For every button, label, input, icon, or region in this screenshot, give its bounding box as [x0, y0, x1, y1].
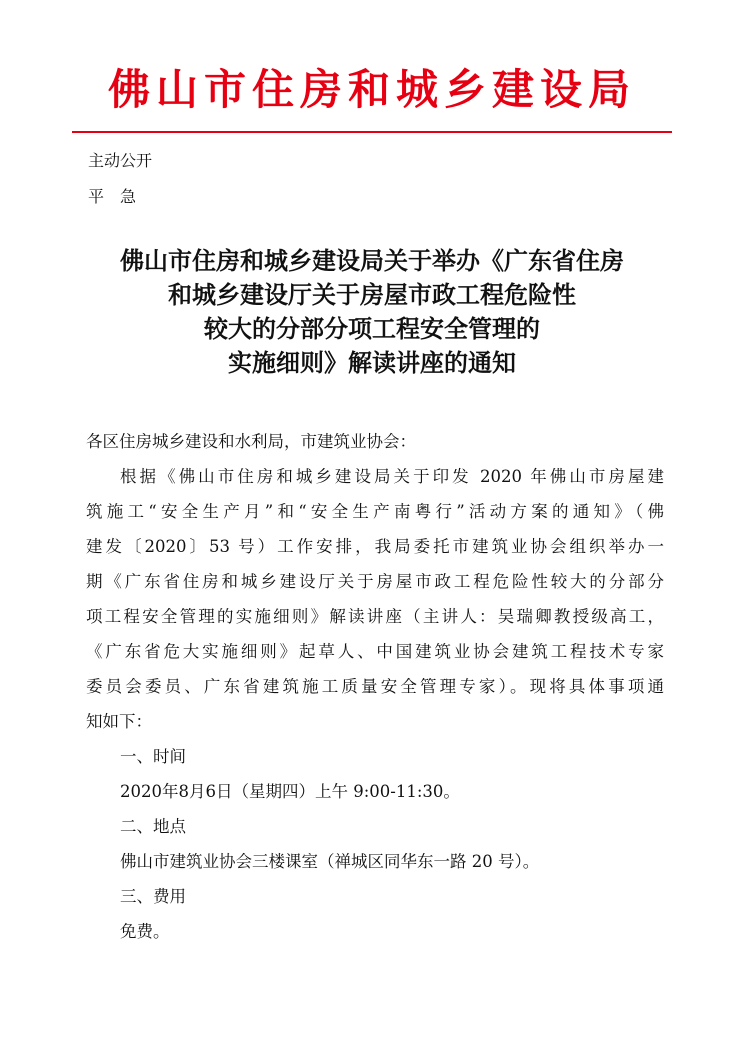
section-content-fee: 免费。 — [120, 922, 170, 941]
document-body — [86, 424, 664, 949]
document-title-line: 实施细则》解读讲座的通知 — [228, 348, 516, 377]
section-heading-time: 一、时间 — [120, 747, 186, 766]
letterhead-title: 佛山市住房和城乡建设局 — [107, 65, 636, 114]
paragraph-line: 根据《佛山市住房和城乡建设局关于印发 2020 年佛山市房屋建 — [120, 467, 664, 486]
document-title-line: 和城乡建设厅关于房屋市政工程危险性 — [168, 280, 576, 309]
section-content-time: 2020年8月6日（星期四）上午 9:00-11:30。 — [120, 782, 460, 801]
paragraph-line: 期《广东省住房和城乡建设厅关于房屋市政工程危险性较大的分部分 — [86, 572, 664, 591]
document-title-line: 较大的分部分项工程安全管理的 — [204, 314, 540, 343]
paragraph-line: 建发〔2020〕53 号）工作安排，我局委托市建筑业协会组织举办一 — [86, 537, 664, 556]
disclosure-label: 主动公开 — [88, 151, 153, 170]
urgency-label: 平 急 — [88, 187, 137, 206]
main-paragraph — [86, 459, 664, 739]
section-heading-fee: 三、费用 — [120, 887, 186, 906]
paragraph-line: 《广东省危大实施细则》起草人、中国建筑业协会建筑工程技术专家 — [86, 642, 664, 661]
paragraph-line: 筑施工“安全生产月”和“安全生产南粤行”活动方案的通知》（佛 — [86, 502, 664, 521]
section-heading-location: 二、地点 — [120, 817, 186, 836]
letterhead-red-rule — [72, 131, 672, 133]
document-title — [60, 244, 684, 380]
paragraph-line: 委员会委员、广东省建筑施工质量安全管理专家）。现将具体事项通 — [86, 677, 664, 696]
section-content-location: 佛山市建筑业协会三楼课室（禅城区同华东一路 20 号）。 — [120, 852, 540, 871]
paragraph-line: 项工程安全管理的实施细则》解读讲座（主讲人：吴瑞卿教授级高工， — [86, 607, 664, 626]
document-title-line: 佛山市住房和城乡建设局关于举办《广东省住房 — [120, 246, 624, 275]
salutation: 各区住房城乡建设和水利局，市建筑业协会： — [86, 432, 416, 451]
paragraph-line: 知如下： — [86, 712, 152, 731]
